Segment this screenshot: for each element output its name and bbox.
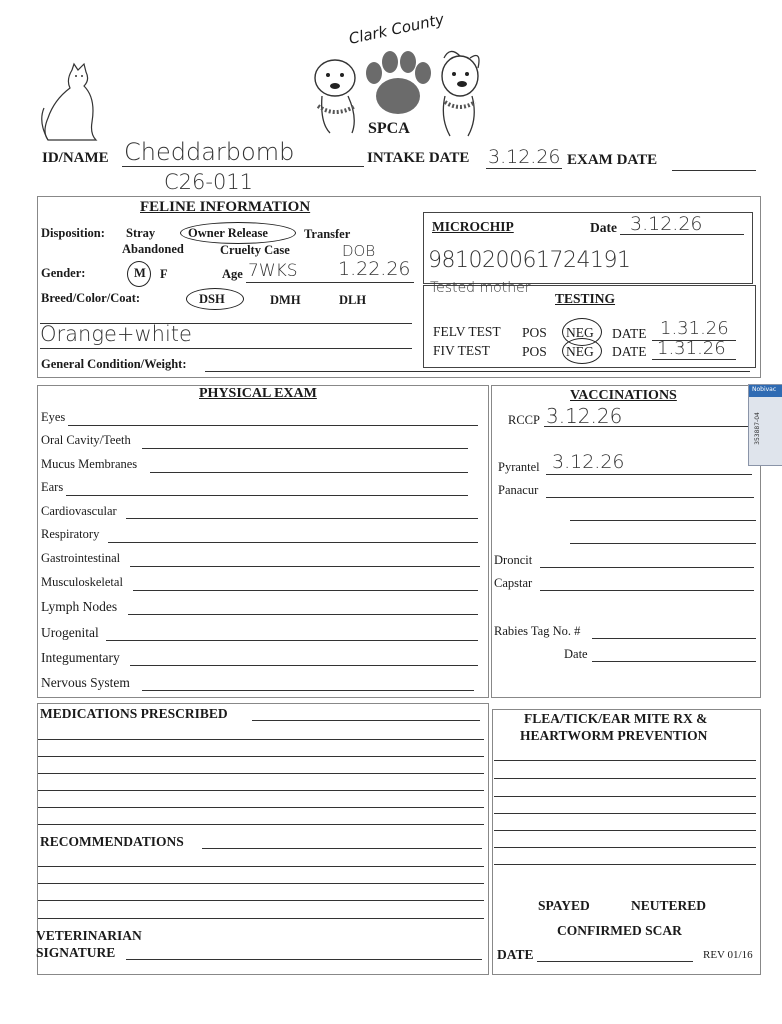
id-value: C26-011 [164, 170, 254, 194]
sticker-code: 353887-04 [753, 412, 761, 445]
droncit-field[interactable] [540, 567, 754, 568]
felv-test-label: FELV TEST [433, 324, 501, 339]
medications-line-2[interactable] [38, 756, 484, 757]
rccp-value: 3.12.26 [546, 404, 623, 428]
medications-title: MEDICATIONS PRESCRIBED [40, 706, 228, 721]
disposition-transfer[interactable]: Transfer [304, 227, 351, 241]
exam-resp-field[interactable] [108, 542, 478, 543]
felv-date-label: DATE [612, 326, 647, 341]
fiv-pos[interactable]: POS [522, 344, 547, 359]
neutered-label[interactable]: NEUTERED [631, 898, 707, 913]
panacur-field[interactable] [546, 497, 754, 498]
recommendations-line-3[interactable] [38, 900, 484, 901]
exam-nervous-label: Nervous System [41, 675, 130, 690]
capstar-label: Capstar [494, 576, 533, 590]
medications-line-3[interactable] [38, 773, 484, 774]
cat-icon [38, 62, 100, 144]
id-name-label: ID/NAME [42, 150, 109, 166]
flea-date-label: DATE [497, 947, 534, 962]
exam-cardio-label: Cardiovascular [41, 504, 117, 518]
exam-oral-label: Oral Cavity/Teeth [41, 433, 131, 447]
testing-note: Tested mother [430, 280, 531, 296]
exam-gi-label: Gastrointestinal [41, 551, 121, 565]
dob-label: DOB [342, 242, 376, 260]
gender-label: Gender: [41, 266, 86, 280]
spayed-label[interactable]: SPAYED [538, 898, 590, 913]
flea-title-2: HEARTWORM PREVENTION [520, 728, 708, 743]
rabies-date-field[interactable] [592, 661, 756, 662]
exam-musculo-field[interactable] [133, 590, 478, 591]
logo-spca: SPCA [368, 120, 410, 137]
droncit-label: Droncit [494, 553, 533, 567]
exam-resp-label: Respiratory [41, 527, 100, 541]
breed-label: Breed/Color/Coat: [41, 291, 141, 305]
panacur-label: Panacur [498, 483, 539, 497]
vaccinations-title: VACCINATIONS [570, 388, 677, 403]
dsh-circle [186, 288, 244, 310]
rabies-date-label: Date [564, 647, 588, 661]
exam-uro-field[interactable] [106, 640, 478, 641]
medications-title-line[interactable] [252, 720, 480, 721]
exam-ears-field[interactable] [66, 495, 468, 496]
sticker-brand: Nobivac [752, 386, 777, 393]
fiv-date-field[interactable] [652, 359, 736, 360]
capstar-field[interactable] [540, 590, 754, 591]
physical-exam-title: PHYSICAL EXAM [199, 386, 317, 401]
felv-date-value: 1.31.26 [660, 318, 729, 339]
breed-dmh[interactable]: DMH [270, 293, 301, 307]
microchip-number: 981020061724191 [428, 248, 631, 273]
gender-m-circle [127, 261, 151, 287]
name-value: Cheddarbomb [124, 138, 295, 166]
vacc-extra-line-1[interactable] [570, 520, 756, 521]
vacc-extra-line-2[interactable] [570, 543, 756, 544]
testing-title: TESTING [555, 291, 616, 306]
general-condition-field[interactable] [205, 371, 750, 372]
intake-date-field[interactable] [486, 168, 562, 169]
disposition-abandoned[interactable]: Abandoned [122, 242, 184, 256]
vet-signature-field[interactable] [126, 959, 482, 960]
flea-title-1: FLEA/TICK/EAR MITE RX & [524, 711, 708, 726]
microchip-title: MICROCHIP [432, 219, 514, 234]
flea-line-2[interactable] [494, 778, 756, 779]
dob-value: 1.22.26 [338, 258, 411, 280]
recommendations-line-1[interactable] [38, 866, 484, 867]
exam-date-label: EXAM DATE [567, 152, 658, 168]
medications-line-1[interactable] [38, 739, 484, 740]
pyrantel-label: Pyrantel [498, 460, 540, 474]
exam-musculo-label: Musculoskeletal [41, 575, 123, 589]
disposition-stray[interactable]: Stray [126, 226, 156, 240]
fiv-date-label: DATE [612, 344, 647, 359]
flea-line-1[interactable] [494, 760, 756, 761]
exam-lymph-field[interactable] [128, 614, 478, 615]
id-name-field[interactable] [122, 166, 364, 167]
flea-date-field[interactable] [537, 961, 693, 962]
spca-logo [300, 10, 490, 143]
feline-info-title: FELINE INFORMATION [140, 199, 311, 215]
age-label: Age [222, 267, 243, 281]
exam-mucus-field[interactable] [150, 472, 468, 473]
breed-dlh[interactable]: DLH [339, 293, 367, 307]
owner-release-circle [180, 222, 296, 244]
general-condition-label: General Condition/Weight: [41, 357, 187, 371]
disposition-cruelty-case[interactable]: Cruelty Case [220, 243, 290, 257]
exam-nervous-field[interactable] [142, 690, 474, 691]
exam-gi-field[interactable] [130, 566, 480, 567]
recommendations-title: RECOMMENDATIONS [40, 834, 184, 849]
color-value: Orange+white [40, 322, 192, 346]
recommendations-line-2[interactable] [38, 883, 484, 884]
vet-label-line2: SIGNATURE [36, 945, 116, 960]
flea-line-7[interactable] [494, 864, 756, 865]
recommendations-line-4[interactable] [38, 918, 484, 919]
flea-line-5[interactable] [494, 830, 756, 831]
recommendations-title-line[interactable] [202, 848, 482, 849]
fiv-test-label: FIV TEST [433, 343, 490, 358]
rccp-field[interactable] [544, 426, 750, 427]
rabies-tag-label: Rabies Tag No. # [494, 624, 581, 638]
exam-uro-label: Urogenital [41, 625, 99, 640]
exam-lymph-label: Lymph Nodes [41, 599, 118, 614]
rabies-tag-field[interactable] [592, 638, 756, 639]
pyrantel-value: 3.12.26 [552, 451, 625, 473]
felv-pos[interactable]: POS [522, 325, 547, 340]
exam-cardio-field[interactable] [126, 518, 478, 519]
exam-ears-label: Ears [41, 480, 64, 494]
fiv-neg-circle [562, 338, 602, 364]
gender-f[interactable]: F [160, 267, 168, 281]
revision-label: REV 01/16 [703, 949, 753, 961]
vet-label-line1: VETERINARIAN [36, 928, 142, 943]
microchip-date-label: Date [590, 220, 617, 235]
pyrantel-field[interactable] [546, 474, 752, 475]
flea-line-4[interactable] [494, 813, 756, 814]
confirmed-scar-label: CONFIRMED SCAR [557, 923, 682, 938]
disposition-label: Disposition: [41, 226, 105, 240]
exam-eyes-label: Eyes [41, 410, 66, 424]
microchip-date-field[interactable] [620, 234, 744, 235]
age-field[interactable] [246, 282, 414, 283]
exam-mucus-label: Mucus Membranes [41, 457, 138, 471]
gender-m[interactable]: M [134, 266, 146, 280]
exam-integ-label: Integumentary [41, 650, 120, 665]
breed-dsh[interactable]: DSH [199, 292, 225, 306]
rccp-label: RCCP [508, 413, 540, 427]
flea-line-3[interactable] [494, 796, 756, 797]
fiv-date-value: 1.31.26 [657, 338, 726, 359]
felv-neg[interactable]: NEG [566, 325, 594, 340]
microchip-date-value: 3.12.26 [630, 213, 703, 235]
exam-integ-field[interactable] [130, 665, 478, 666]
color-line[interactable] [40, 348, 412, 349]
exam-oral-field[interactable] [142, 448, 468, 449]
fiv-neg[interactable]: NEG [566, 344, 594, 359]
age-value: 7WKS [248, 261, 298, 281]
disposition-owner-release[interactable]: Owner Release [188, 226, 268, 240]
logo-org-text: Clark County [347, 10, 446, 48]
medications-line-4[interactable] [38, 790, 484, 791]
exam-eyes-field[interactable] [68, 425, 478, 426]
vaccinations-box [491, 385, 761, 698]
flea-line-6[interactable] [494, 847, 756, 848]
medications-line-5[interactable] [38, 807, 484, 808]
intake-date-label: INTAKE DATE [367, 150, 470, 166]
exam-date-field[interactable] [672, 170, 756, 171]
vaccine-sticker [748, 384, 782, 466]
medications-line-6[interactable] [38, 824, 484, 825]
intake-date-value: 3.12.26 [488, 146, 561, 168]
